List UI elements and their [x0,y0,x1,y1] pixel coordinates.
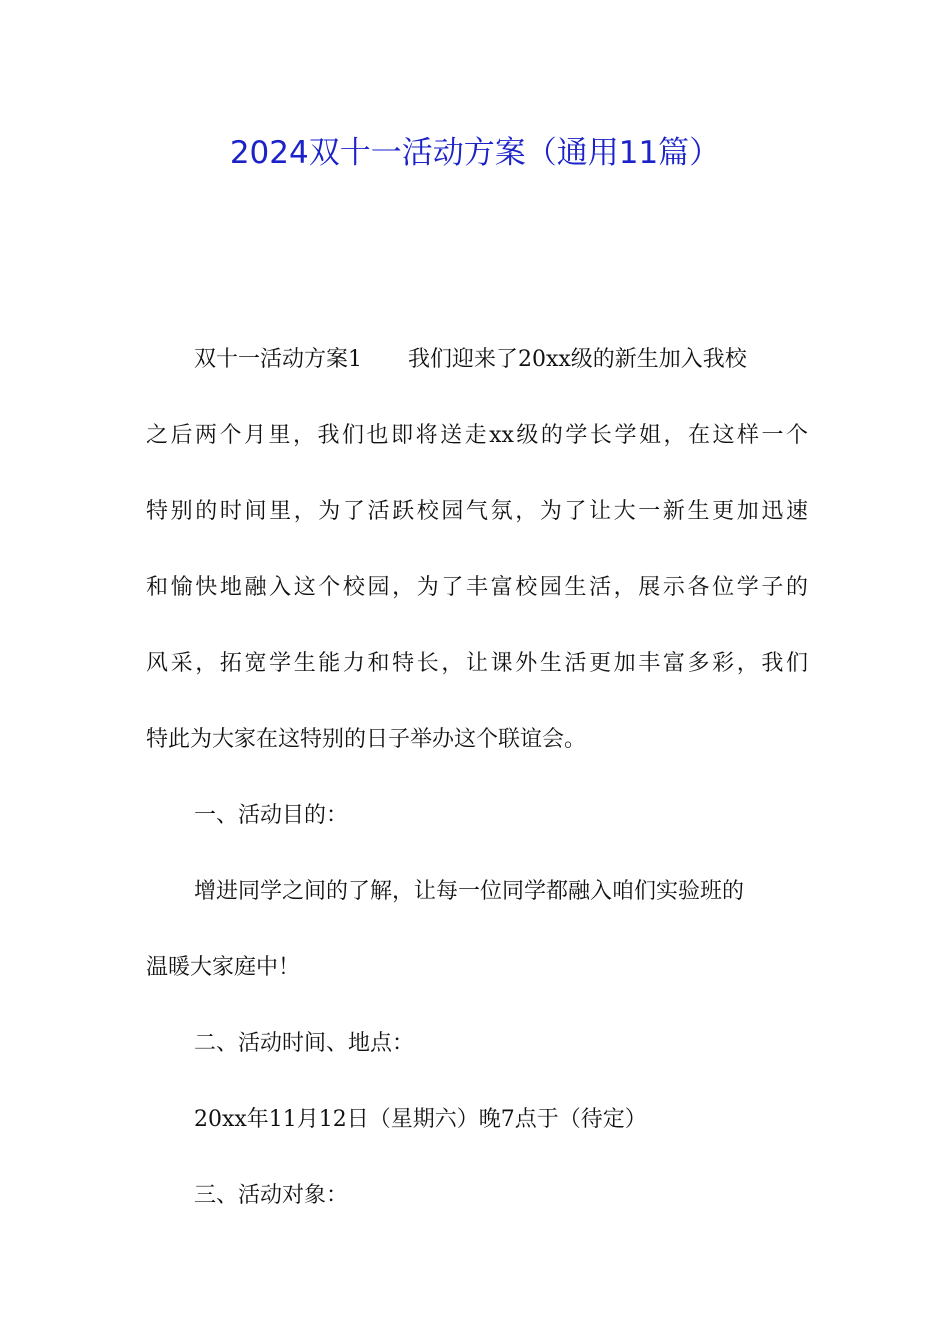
paragraph-line: 温暖大家庭中！ [146,955,301,980]
document-title: 2024双十一活动方案（通用11篇） [229,135,721,171]
paragraph-text: 我们迎来了20xx级的新生加入我校 [408,347,747,372]
section-heading: 二、活动时间、地点： [194,1031,415,1056]
paragraph-line: 20xx年11月12日（星期六）晚7点于（待定） [194,1107,647,1132]
paragraph-line: 特别的时间里，为了活跃校园气氛，为了让大一新生更加迅速 [146,499,808,524]
paragraph-line: 特此为大家在这特别的日子举办这个联谊会。 [146,727,587,752]
document-body [146,336,808,1248]
paragraph-line: 风采，拓宽学生能力和特长，让课外生活更加丰富多彩，我们 [146,651,808,676]
paragraph-line [146,336,808,412]
paragraph-line: 之后两个月里，我们也即将送走xx级的学长学姐，在这样一个 [146,423,808,448]
paragraph-line: 和愉快地融入这个校园，为了丰富校园生活，展示各位学子的 [146,575,808,600]
paragraph-line: 增进同学之间的了解，让每一位同学都融入咱们实验班的 [194,879,745,904]
section-heading-inline: 双十一活动方案1 [194,347,362,372]
section-heading: 一、活动目的： [194,803,349,828]
section-heading: 三、活动对象： [194,1183,349,1208]
